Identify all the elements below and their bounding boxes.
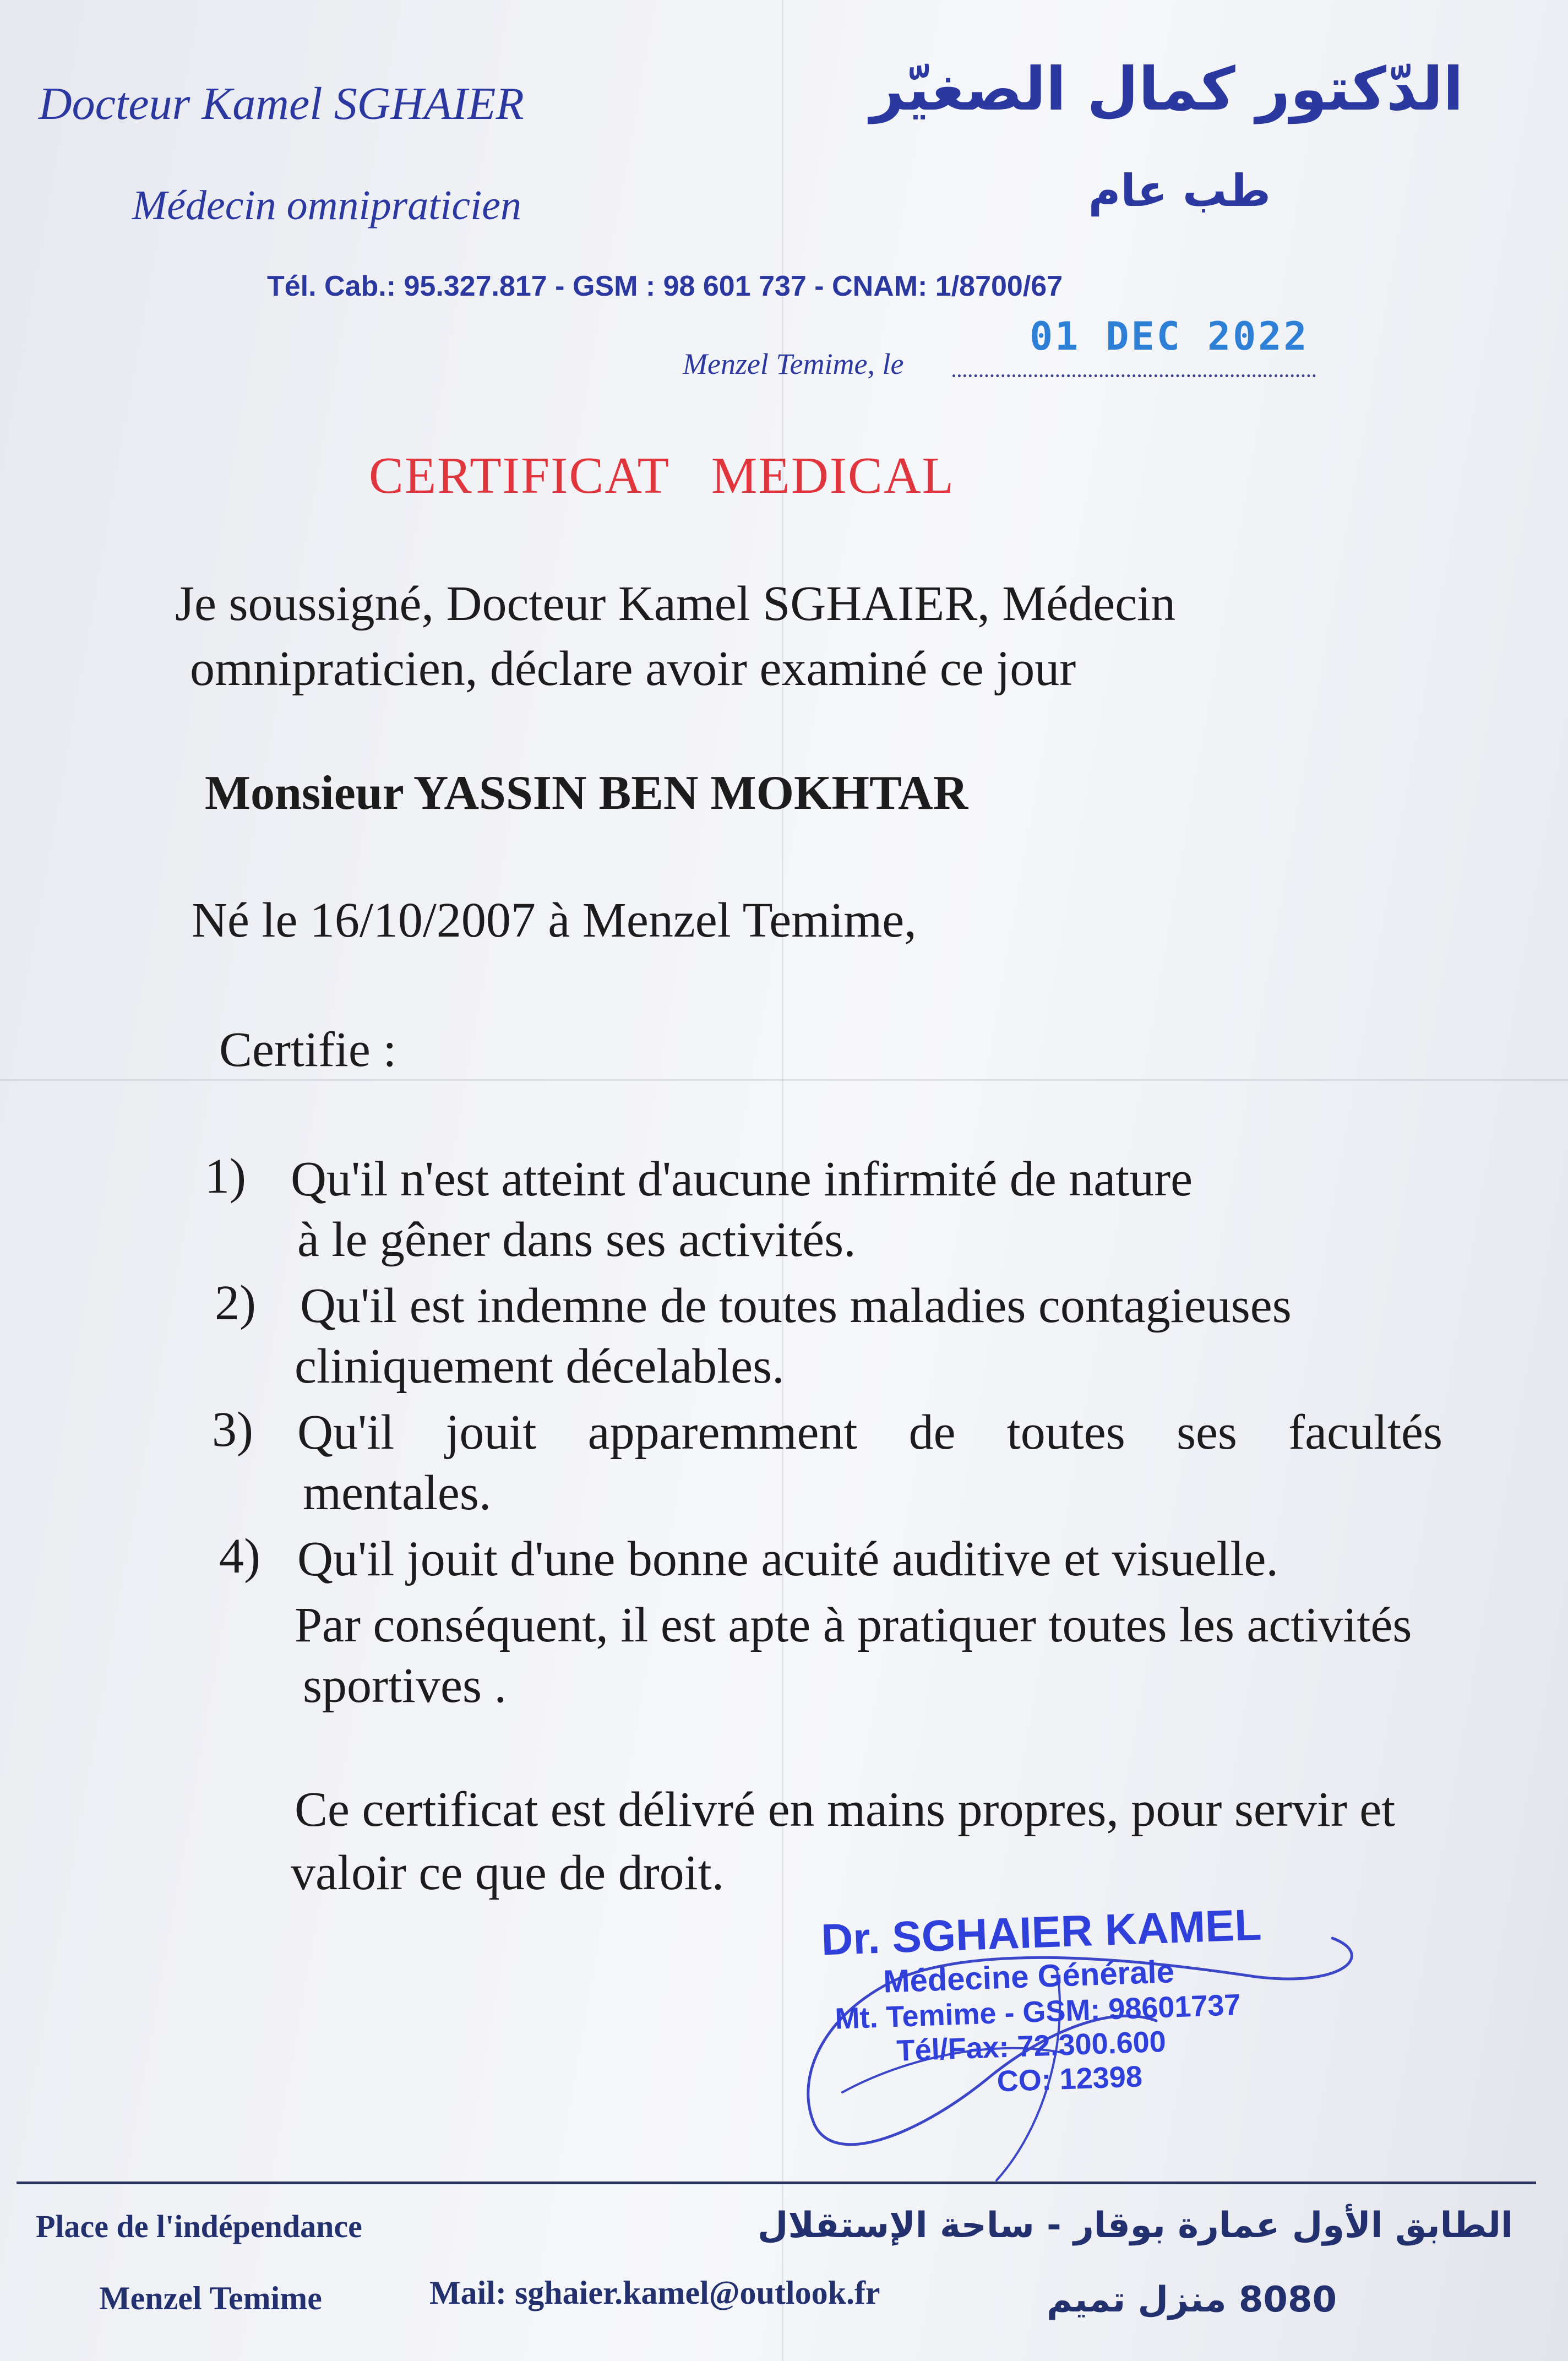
certifie-label: Certifie : (219, 1022, 397, 1077)
footer-divider (17, 2182, 1536, 2184)
stamp-line-2: Médecine Générale (883, 1954, 1175, 2000)
date-stamp: 01 DEC 2022 (1030, 314, 1309, 359)
item-number-1: 1) (205, 1149, 246, 1204)
item-1-line-2: à le gêner dans ses activités. (297, 1212, 856, 1267)
patient-name: Monsieur YASSIN BEN MOKHTAR (205, 766, 968, 820)
item-number-2: 2) (215, 1276, 256, 1330)
item-4-line-1: Qu'il jouit d'une bonne acuité auditive et visuelle. (297, 1532, 1278, 1586)
closing-line-1: Ce certificat est délivré en mains propres, pour servir et (295, 1782, 1396, 1837)
stamp-line-4: Tél/Fax: 72.300.600 (896, 2025, 1167, 2068)
doctor-specialty: Médecin omnipraticien (132, 182, 522, 229)
item-4-line-3: sportives . (303, 1658, 507, 1713)
doctor-name-arabic: الدّكتور كمال الصغيّر (870, 55, 1463, 124)
stamp-line-5: CO: 12398 (996, 2060, 1143, 2098)
item-number-3: 3) (212, 1402, 253, 1457)
item-1-line-1: Qu'il n'est atteint d'aucune infirmité de nature (291, 1152, 1193, 1206)
footer-email: Mail: sghaier.kamel@outlook.fr (429, 2275, 880, 2311)
certificate-title: CERTIFICAT MEDICAL (369, 447, 955, 504)
item-number-4: 4) (219, 1529, 260, 1584)
doctor-name: Docteur Kamel SGHAIER (39, 78, 524, 129)
footer-city: Menzel Temime (99, 2280, 322, 2316)
birth-info: Né le 16/10/2007 à Menzel Temime, (192, 893, 917, 948)
paper-fold-horizontal (0, 1079, 1568, 1081)
stamp-line-3: Mt. Temime - GSM: 98601737 (834, 1988, 1242, 2036)
item-2-line-1: Qu'il est indemne de toutes maladies contagieuses (300, 1279, 1292, 1333)
footer-city-arabic: 8080 منزل تميم (1046, 2280, 1337, 2320)
item-4-line-2: Par conséquent, il est apte à pratiquer toutes les activités (295, 1598, 1412, 1652)
contact-line: Tél. Cab.: 95.327.817 - GSM : 98 601 737 - CNAM: 1/8700/67 (267, 270, 1063, 302)
footer-address: Place de l'indépendance (36, 2208, 362, 2244)
item-3-line-2: mentales. (303, 1466, 492, 1520)
intro-line-2: omnipraticien, déclare avoir examiné ce jour (190, 641, 1076, 696)
place-date-label: Menzel Temime, le (683, 347, 904, 380)
stamp-line-1: Dr. SGHAIER KAMEL (820, 1900, 1262, 1965)
footer-address-arabic: الطابق الأول عمارة بوقار - ساحة الإستقلال (757, 2205, 1513, 2246)
item-2-line-2: cliniquement décelables. (295, 1339, 785, 1394)
doctor-specialty-arabic: طب عام (1088, 165, 1271, 216)
closing-line-2: valoir ce que de droit. (291, 1846, 725, 1900)
doctor-stamp (782, 1900, 1267, 2106)
item-3-line-1: Qu'il jouit apparemment de toutes ses facultés (297, 1405, 1442, 1460)
intro-line-1: Je soussigné, Docteur Kamel SGHAIER, Médecin (175, 576, 1176, 631)
